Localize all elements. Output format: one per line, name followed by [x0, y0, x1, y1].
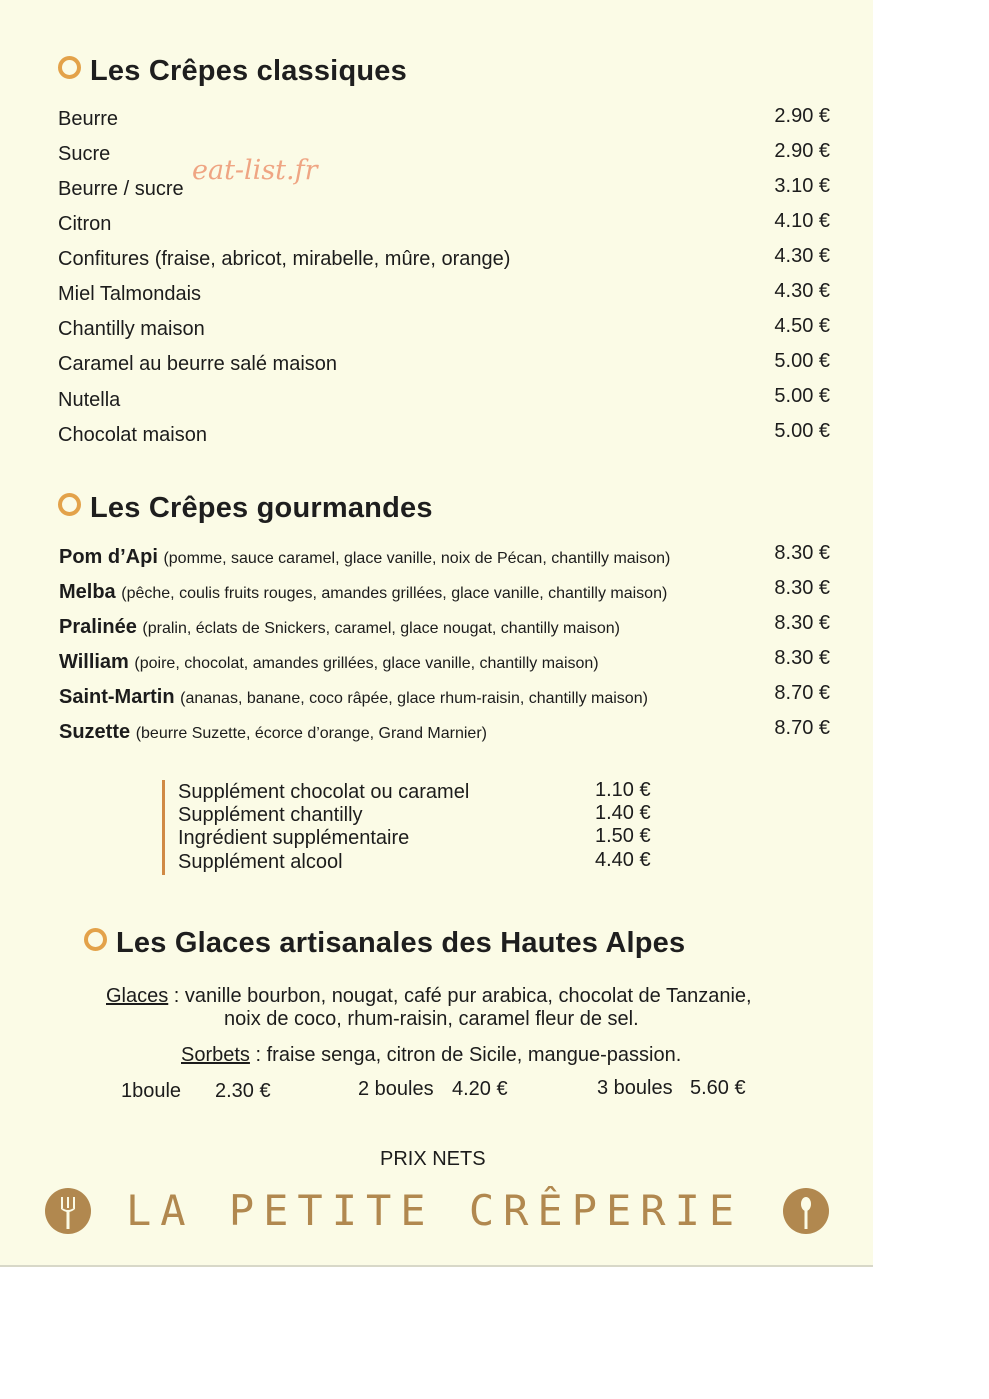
glaces-flavors-cont: noix de coco, rhum-raisin, caramel fleur de sel. [224, 1008, 639, 1030]
item-price: 8.70 € [774, 682, 830, 704]
item-price: 4.50 € [774, 315, 830, 337]
item-name: Caramel au beurre salé maison [58, 353, 338, 375]
gourmande-item [59, 546, 670, 569]
page-edge [0, 1265, 873, 1267]
item-description: (pomme, sauce caramel, glace vanille, noix de Pécan, chantilly maison) [163, 550, 671, 567]
section-title-text: Les Crêpes gourmandes [90, 492, 433, 524]
supplement-name: Ingrédient supplémentaire [178, 827, 410, 849]
boule-label: 1boule [121, 1080, 182, 1102]
item-name: Pom d’Api [59, 546, 158, 568]
glaces-line [106, 985, 752, 1008]
circle-bullet-icon [84, 928, 107, 951]
gourmande-item [59, 616, 620, 639]
item-description: (pralin, éclats de Snickers, caramel, glace nougat, chantilly maison) [142, 620, 620, 637]
item-price: 8.30 € [774, 647, 830, 669]
gourmande-item [59, 721, 487, 744]
item-price: 8.30 € [774, 542, 830, 564]
item-name: Beurre [58, 108, 119, 130]
boule-price: 2.30 € [215, 1080, 271, 1102]
fork-icon [44, 1187, 92, 1235]
circle-bullet-icon [58, 493, 81, 516]
section-title-glaces [84, 927, 685, 960]
section-title-classiques [58, 55, 407, 88]
item-description: (poire, chocolat, amandes grillées, glace vanille, chantilly maison) [134, 655, 599, 672]
item-name: Chantilly maison [58, 318, 205, 340]
supplements-accent-bar [162, 780, 165, 875]
section-title-text: Les Glaces artisanales des Hautes Alpes [116, 927, 686, 959]
spoon-icon [782, 1187, 830, 1235]
gourmande-item [59, 651, 599, 674]
sorbets-label: Sorbets [181, 1044, 250, 1066]
supplement-price: 4.40 € [595, 849, 651, 871]
glaces-flavors: : vanille bourbon, nougat, café pur arabica, chocolat de Tanzanie, [168, 985, 752, 1007]
item-price: 4.30 € [774, 245, 830, 267]
item-name: Nutella [58, 389, 121, 411]
gourmande-item [59, 581, 667, 604]
boule-label: 3 boules [597, 1077, 673, 1099]
boule-label: 2 boules [358, 1078, 434, 1100]
item-price: 8.30 € [774, 612, 830, 634]
item-name: Saint-Martin [59, 686, 175, 708]
item-name: Beurre / sucre [58, 178, 184, 200]
item-price: 5.00 € [774, 420, 830, 442]
supplement-price: 1.50 € [595, 825, 651, 847]
item-description: (ananas, banane, coco râpée, glace rhum-raisin, chantilly maison) [180, 690, 648, 707]
supplement-name: Supplément chocolat ou caramel [178, 781, 470, 803]
item-price: 4.10 € [774, 210, 830, 232]
boule-price: 4.20 € [452, 1078, 508, 1100]
supplement-name: Supplément chantilly [178, 804, 363, 826]
item-name: Miel Talmondais [58, 283, 202, 305]
item-price: 2.90 € [774, 140, 830, 162]
brand-name: LA PETITE CRÊPERIE [126, 1186, 744, 1235]
item-price: 8.70 € [774, 717, 830, 739]
item-price: 5.00 € [774, 350, 830, 372]
circle-bullet-icon [58, 56, 81, 79]
item-name: Suzette [59, 721, 131, 743]
section-title-text: Les Crêpes classiques [90, 55, 407, 87]
item-name: Confitures (fraise, abricot, mirabelle, mûre, orange) [58, 248, 511, 270]
item-description: (beurre Suzette, écorce d’orange, Grand Marnier) [135, 725, 487, 742]
item-price: 4.30 € [774, 280, 830, 302]
section-title-gourmandes [58, 492, 433, 525]
sorbets-line [181, 1044, 681, 1067]
item-price: 3.10 € [774, 175, 830, 197]
supplement-name: Supplément alcool [178, 851, 343, 873]
prix-nets: PRIX NETS [380, 1148, 486, 1170]
item-name: William [59, 651, 129, 673]
item-price: 2.90 € [774, 105, 830, 127]
item-name: Melba [59, 581, 116, 603]
watermark: eat-list.fr [192, 155, 318, 186]
item-name: Citron [58, 213, 112, 235]
item-description: (pêche, coulis fruits rouges, amandes grillées, glace vanille, chantilly maison) [121, 585, 668, 602]
item-name: Chocolat maison [58, 424, 207, 446]
gourmande-item [59, 686, 648, 709]
item-name: Pralinée [59, 616, 137, 638]
boule-price: 5.60 € [690, 1077, 746, 1099]
item-price: 8.30 € [774, 577, 830, 599]
supplement-price: 1.40 € [595, 802, 651, 824]
item-price: 5.00 € [774, 385, 830, 407]
item-name: Sucre [58, 143, 111, 165]
supplement-price: 1.10 € [595, 779, 651, 801]
glaces-label: Glaces [106, 985, 169, 1007]
sorbets-flavors: : fraise senga, citron de Sicile, mangue-passion. [249, 1044, 682, 1066]
